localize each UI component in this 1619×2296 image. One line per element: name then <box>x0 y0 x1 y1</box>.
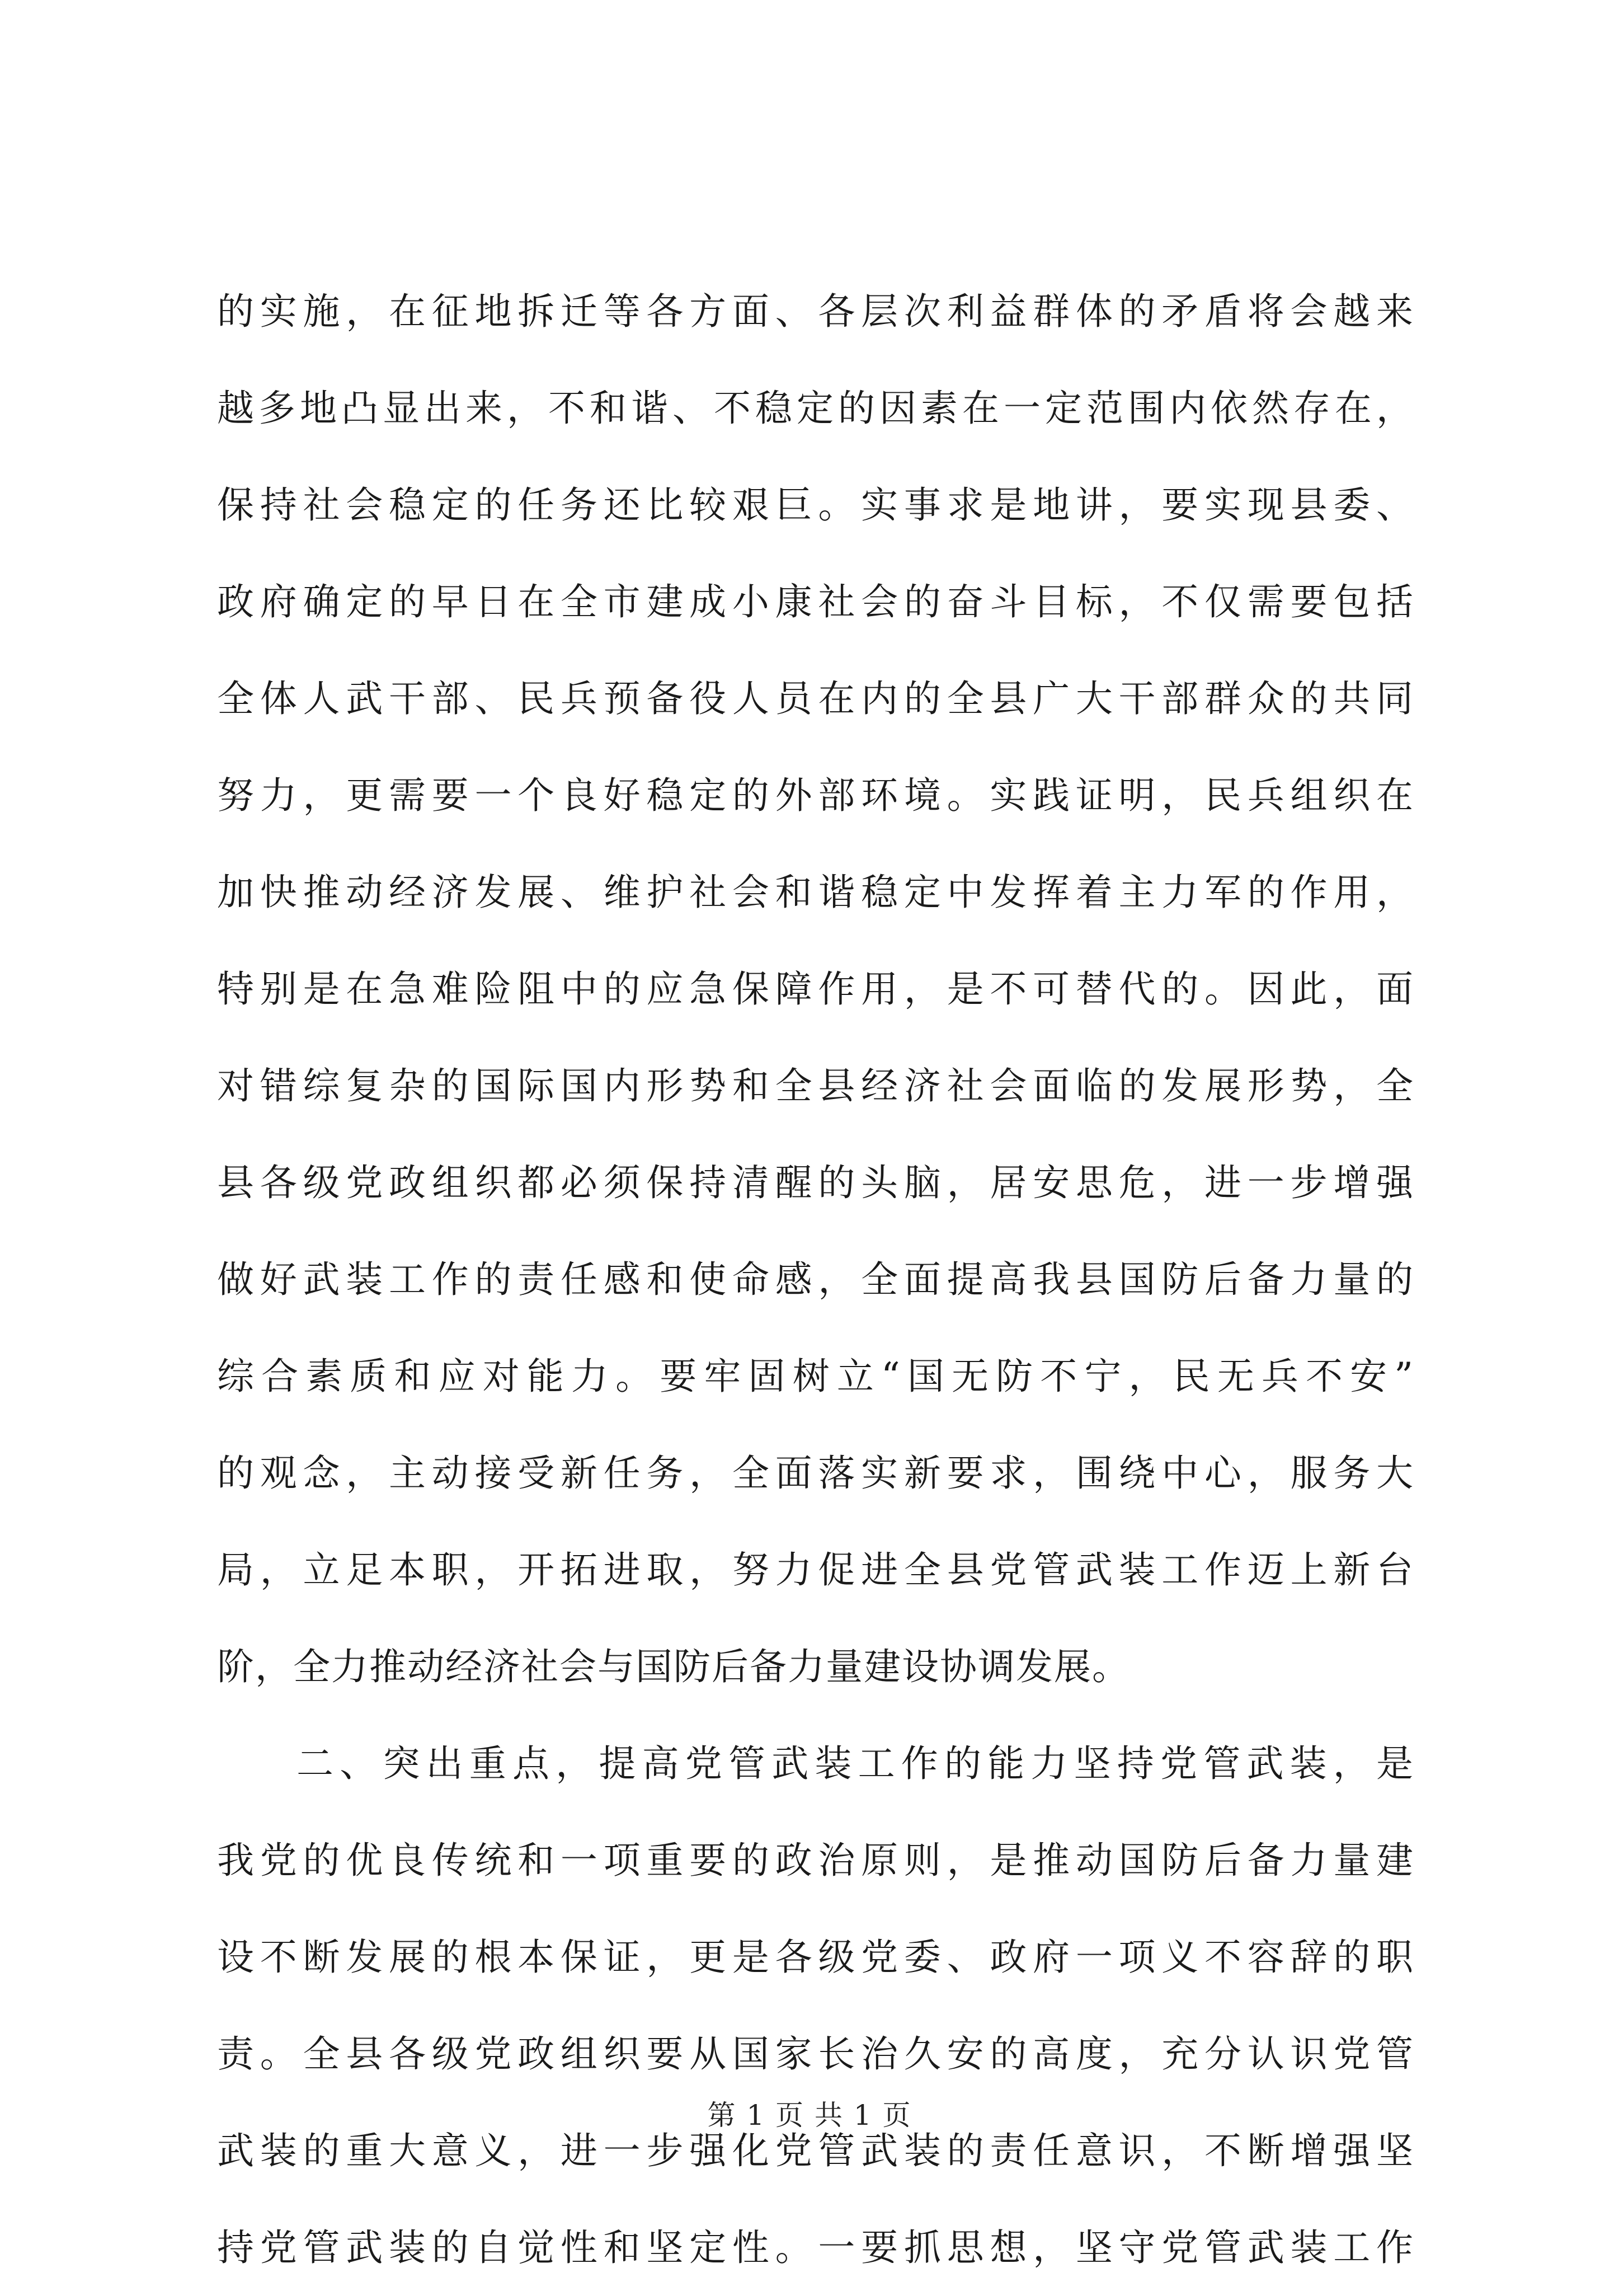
text-line: 武装的重大意义，进一步强化党管武装的责任意识，不断增强坚 <box>217 2129 1414 2172</box>
text-line: 保持社会稳定的任务还比较艰巨。实事求是地讲，要实现县委、 <box>217 483 1414 527</box>
text-line: 做好武装工作的责任感和使命感，全面提高我县国防后备力量的 <box>217 1258 1414 1301</box>
body-text <box>217 263 1414 2296</box>
text-line: 阶，全力推动经济社会与国防后备力量建设协调发展。 <box>217 1645 1130 1688</box>
page-footer: 第 1 页 共 1 页 <box>707 2099 912 2131</box>
text-line: 综合素质和应对能力。要牢固树立“国无防不宁，民无兵不安” <box>217 1355 1414 1398</box>
text-line: 县各级党政组织都必须保持清醒的头脑，居安思危，进一步增强 <box>217 1161 1414 1204</box>
text-line: 政府确定的早日在全市建成小康社会的奋斗目标，不仅需要包括 <box>217 580 1414 623</box>
text-line: 对错综复杂的国际国内形势和全县经济社会面临的发展形势，全 <box>217 1064 1414 1107</box>
text-line: 设不断发展的根本保证，更是各级党委、政府一项义不容辞的职 <box>217 1936 1414 1979</box>
text-line: 我党的优良传统和一项重要的政治原则，是推动国防后备力量建 <box>217 1839 1414 1882</box>
text-line: 的实施，在征地拆迁等各方面、各层次利益群体的矛盾将会越来 <box>217 290 1414 333</box>
text-line: 持党管武装的自觉性和坚定性。一要抓思想，坚守党管武装工作 <box>217 2226 1414 2269</box>
text-line: 越多地凸显出来，不和谐、不稳定的因素在一定范围内依然存在， <box>217 387 1414 430</box>
text-line: 责。全县各级党政组织要从国家长治久安的高度，充分认识党管 <box>217 2032 1414 2076</box>
text-line: 局，立足本职，开拓进取，努力促进全县党管武装工作迈上新台 <box>217 1548 1414 1591</box>
text-line: 努力，更需要一个良好稳定的外部环境。实践证明，民兵组织在 <box>217 774 1414 817</box>
text-line: 全体人武干部、民兵预备役人员在内的全县广大干部群众的共同 <box>217 677 1414 720</box>
paragraph-start-line: 二、突出重点，提高党管武装工作的能力坚持党管武装，是 <box>296 1742 1414 1785</box>
text-line: 加快推动经济发展、维护社会和谐稳定中发挥着主力军的作用， <box>217 871 1414 914</box>
text-line: 的观念，主动接受新任务，全面落实新要求，围绕中心，服务大 <box>217 1452 1414 1495</box>
text-line: 特别是在急难险阻中的应急保障作用，是不可替代的。因此，面 <box>217 968 1414 1011</box>
